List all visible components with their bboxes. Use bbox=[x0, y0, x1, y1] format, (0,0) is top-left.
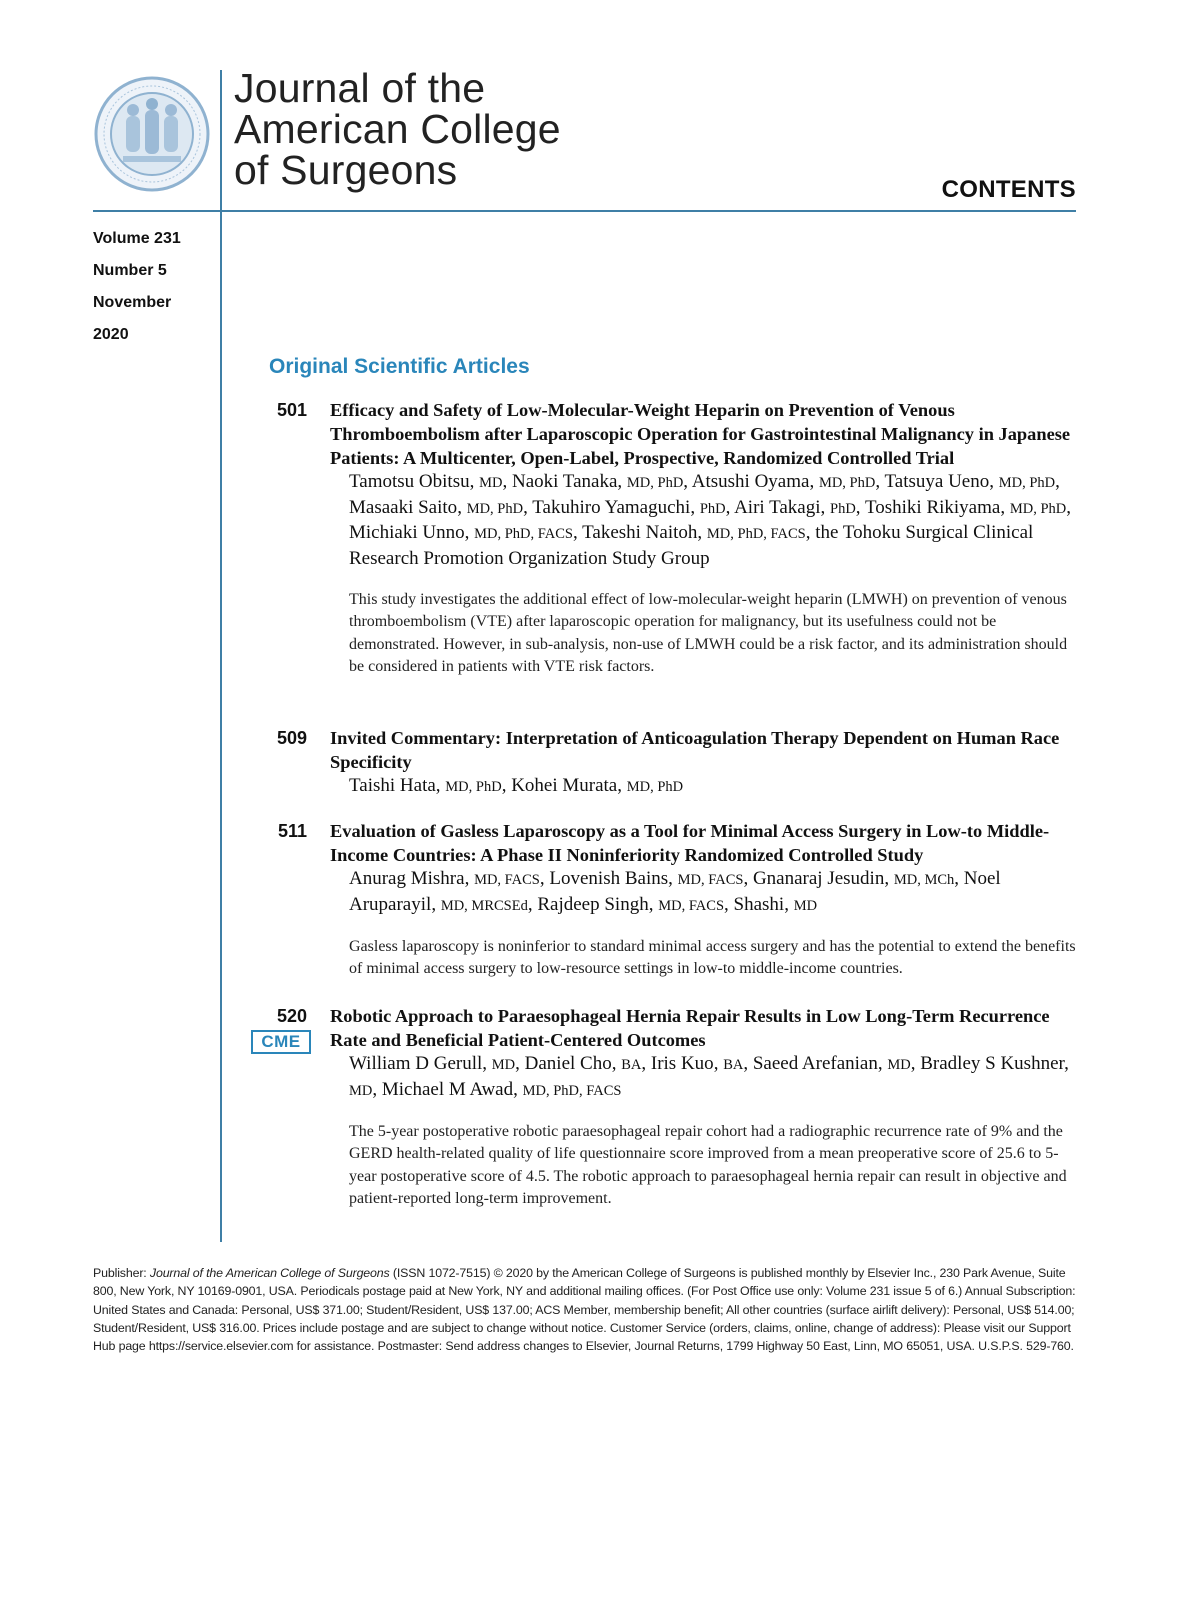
author-name: Taishi Hata bbox=[349, 775, 436, 796]
issue-volume: Volume 231 bbox=[93, 230, 181, 247]
author-degrees: BA bbox=[621, 1057, 642, 1073]
author-name: Iris Kuo bbox=[650, 1053, 714, 1074]
article-page-number: 511 bbox=[277, 821, 307, 841]
author-name: William D Gerull bbox=[349, 1053, 483, 1074]
article-title[interactable]: Robotic Approach to Paraesophageal Hernia Repair Results in Low Long-Term Recurrence Rate and Beneficial Patient-Centered Outcomes bbox=[330, 1006, 1050, 1050]
issue-year: 2020 bbox=[93, 326, 129, 343]
author-degrees: BA bbox=[723, 1057, 744, 1073]
author-degrees: MD bbox=[887, 1057, 911, 1073]
vertical-rule bbox=[220, 70, 222, 1242]
author-degrees: PhD bbox=[830, 500, 856, 517]
author-name: Tatsuya Ueno bbox=[884, 471, 990, 492]
author-name: Bradley S Kushner bbox=[920, 1053, 1065, 1074]
author-name: Rajdeep Singh bbox=[537, 893, 649, 915]
author-name: Toshiki Rikiyama bbox=[864, 496, 1001, 518]
author-name: Noel Aruparayil bbox=[349, 868, 1001, 915]
article-authors: Anurag Mishra, MD, FACS, Lovenish Bains, MD, FACS, Gnanaraj Jesudin, MD, MCh, Noel Aruparayil, MD, MRCSEd, Rajdeep Singh, MD, FACS, Shashi, MD bbox=[349, 868, 1001, 915]
section-title: Original Scientific Articles bbox=[269, 355, 530, 378]
author-degrees: PhD bbox=[699, 500, 726, 517]
author-degrees: MD, PhD, FACS bbox=[522, 1082, 622, 1099]
issue-month: November bbox=[93, 294, 172, 311]
article-authors: Taishi Hata, MD, PhD, Kohei Murata, MD, PhD bbox=[349, 775, 684, 796]
author-degrees: MD, PhD bbox=[466, 500, 524, 517]
publisher-footer bbox=[93, 1264, 1076, 1355]
cme-badge: CME bbox=[251, 1030, 311, 1054]
journal-title bbox=[234, 65, 561, 193]
author-name: Anurag Mishra bbox=[349, 868, 465, 889]
issue-number: Number 5 bbox=[93, 262, 167, 279]
author-name: Gnanaraj Jesudin bbox=[752, 868, 885, 889]
author-name: Atsushi Oyama bbox=[691, 471, 810, 492]
author-name: the Tohoku Surgical Clinical Research Promotion Organization Study Group bbox=[349, 522, 1034, 569]
author-name: Saeed Arefanian bbox=[752, 1053, 878, 1074]
author-name: Lovenish Bains bbox=[549, 868, 669, 889]
author-degrees: MD, MCh bbox=[893, 872, 955, 888]
author-degrees: MD, MRCSEd bbox=[440, 897, 528, 914]
author-name: Takuhiro Yamaguchi bbox=[532, 496, 691, 518]
author-degrees: MD, PhD, FACS bbox=[474, 526, 573, 542]
issue-info bbox=[93, 229, 181, 357]
author-degrees: MD bbox=[793, 897, 818, 914]
author-degrees: MD, FACS bbox=[474, 872, 540, 888]
journal-title-line: of Surgeons bbox=[234, 147, 458, 193]
article-title[interactable]: Efficacy and Safety of Low-Molecular-Weight Heparin on Prevention of Venous Thromboembolism after Laparoscopic Operation for Gastrointestinal Malignancy in Japanese Patients: A Multicenter, Open-Label, Prospective, Randomized Controlled Trial bbox=[330, 400, 1071, 468]
article-entry[interactable] bbox=[269, 398, 1079, 679]
article-entry[interactable] bbox=[261, 1004, 1079, 1211]
article-authors: William D Gerull, MD, Daniel Cho, BA, Iris Kuo, BA, Saeed Arefanian, MD, Bradley S Kushner, MD, Michael M Awad, MD, PhD, FACS bbox=[349, 1053, 1069, 1100]
author-degrees: MD bbox=[491, 1057, 516, 1073]
author-name: Masaaki Saito bbox=[349, 496, 458, 518]
author-degrees: MD bbox=[479, 475, 503, 491]
author-degrees: MD, PhD bbox=[626, 779, 684, 795]
author-name: Shashi bbox=[733, 893, 785, 915]
article-entry[interactable] bbox=[269, 726, 1079, 800]
article-entry[interactable] bbox=[269, 819, 1079, 981]
article-title[interactable]: Invited Commentary: Interpretation of Anticoagulation Therapy Dependent on Human Race Specificity bbox=[330, 728, 1060, 772]
article-title[interactable]: Evaluation of Gasless Laparoscopy as a Tool for Minimal Access Surgery in Low-to Middle-Income Countries: A Phase II Noninferiority Randomized Controlled Study bbox=[330, 821, 1050, 865]
author-name: Michiaki Unno bbox=[349, 522, 465, 543]
author-degrees: MD, FACS bbox=[677, 872, 744, 888]
author-name: Daniel Cho bbox=[524, 1053, 612, 1074]
contents-heading: CONTENTS bbox=[941, 176, 1076, 203]
header-rule bbox=[93, 210, 1076, 212]
author-name: Tamotsu Obitsu bbox=[349, 471, 470, 492]
footer-label: Publisher: bbox=[93, 1266, 150, 1280]
college-seal-logo bbox=[93, 72, 211, 196]
author-name: Kohei Murata bbox=[511, 775, 618, 796]
author-degrees: MD, PhD bbox=[1009, 500, 1067, 517]
article-page-number: 509 bbox=[276, 728, 307, 748]
author-degrees: MD, PhD, FACS bbox=[706, 526, 806, 542]
footer-text: (ISSN 1072-7515) © 2020 by the American College of Surgeons is published monthly by Elsevier Inc., 230 Park Avenue, Suite 800, New York, NY 10169-0901, USA. Periodicals postage paid at New York, NY and additional mailing offices. (For Post Office use only: Volume 231 issue 5 of 6.) Annual Subscription: United States and Canada: Personal, US$ 371.00; Student/Resident, US$ 137.00; ACS Member, membership benefit; All other countries (surface airlift delivery): Personal, US$ 514.00; Student/Resident, US$ 316.00. Prices include postage and are subject to change without notice. Customer Service (orders, claims, online, change of address): Please visit our Support Hub page https://service.elsevier.com for assistance. Postmaster: Send address changes to Elsevier, Journal Returns, 1799 Highway 50 East, Linn, MO 65051, USA. U.S.P.S. 529-760. bbox=[93, 1266, 1076, 1354]
journal-title-line: American College bbox=[234, 106, 561, 152]
author-degrees: MD, PhD bbox=[445, 779, 502, 795]
article-abstract: The 5-year postoperative robotic paraesophageal repair cohort had a radiographic recurrence rate of 9% and the GERD health-related quality of life questionnaire score improved from a mean preoperative score of 25.6 to 5-year postoperative score of 4.5. The robotic approach to paraesophageal hernia repair can result in objective and patient-reported long-term improvement. bbox=[349, 1123, 1067, 1208]
article-page-number: 520 bbox=[276, 1006, 307, 1026]
article-authors: Tamotsu Obitsu, MD, Naoki Tanaka, MD, PhD, Atsushi Oyama, MD, PhD, Tatsuya Ueno, MD, PhD, Masaaki Saito, MD, PhD, Takuhiro Yamaguchi, PhD, Airi Takagi, PhD, Toshiki Rikiyama, MD, PhD, Michiaki Unno, MD, PhD, FACS, Takeshi Naitoh, MD, PhD, FACS, the Tohoku Surgical Clinical Research Promotion Organization Study Group bbox=[349, 471, 1071, 569]
author-degrees: MD, FACS bbox=[658, 897, 725, 914]
journal-title-line: Journal of the bbox=[234, 65, 486, 111]
footer-journal-name: Journal of the American College of Surgeons bbox=[149, 1266, 390, 1280]
author-degrees: MD bbox=[349, 1082, 373, 1099]
author-degrees: MD, PhD bbox=[818, 475, 876, 491]
author-name: Takeshi Naitoh bbox=[582, 522, 698, 543]
author-degrees: MD, PhD bbox=[626, 475, 684, 491]
author-degrees: MD, PhD bbox=[998, 475, 1056, 491]
author-name: Naoki Tanaka bbox=[511, 471, 618, 492]
article-abstract: Gasless laparoscopy is noninferior to standard minimal access surgery and has the potential to extend the benefits of minimal access surgery to low-resource settings in low-to middle-income countries. bbox=[349, 938, 1076, 978]
author-name: Airi Takagi bbox=[734, 496, 821, 518]
article-abstract: This study investigates the additional effect of low-molecular-weight heparin (LMWH) on prevention of venous thromboembolism (VTE) after laparoscopic operation for malignancy, but its usefulness could not be demonstrated. However, in sub-analysis, non-use of LMWH could be a risk factor, and its administration should be considered in patients with VTE risk factors. bbox=[349, 591, 1068, 676]
article-page-number: 501 bbox=[276, 400, 307, 420]
author-name: Michael M Awad bbox=[381, 1078, 514, 1100]
